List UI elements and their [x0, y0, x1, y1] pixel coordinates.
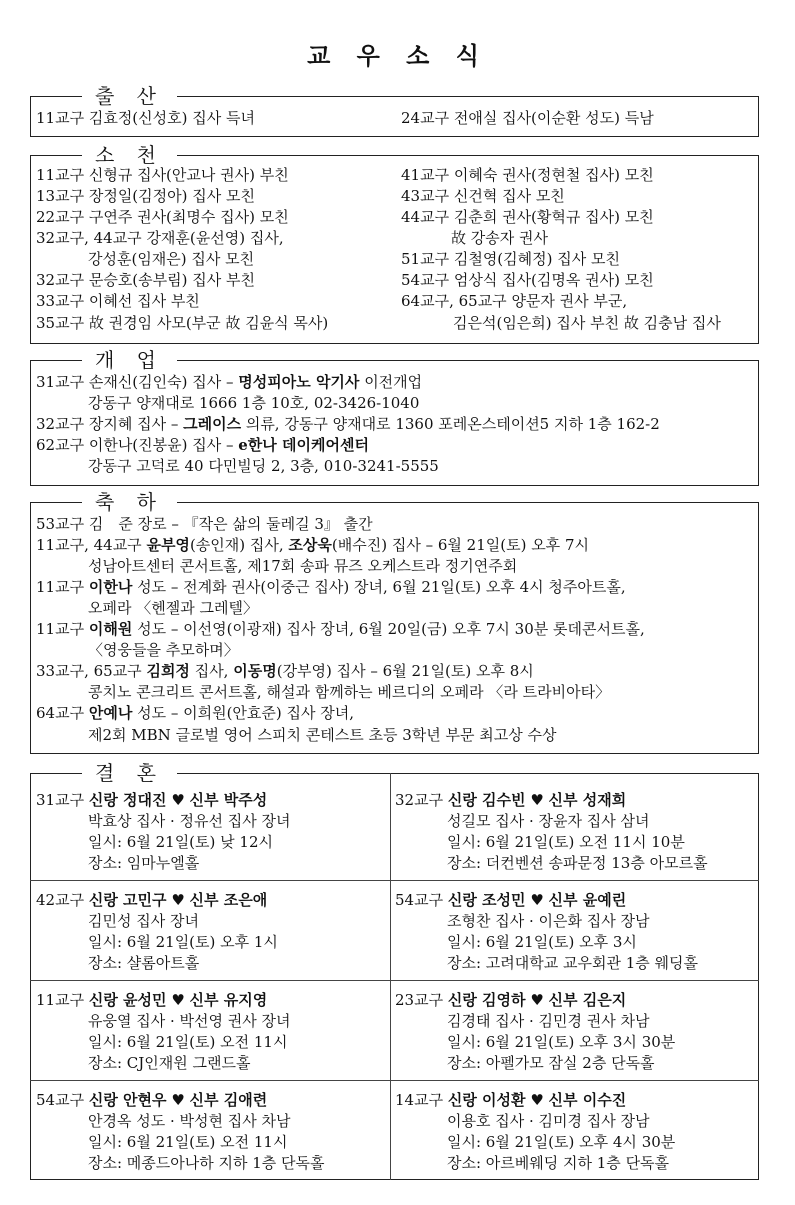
heart-icon: ♥: [530, 991, 544, 1009]
wedding-parents: 이용호 집사 · 김미경 집사 장남: [447, 1112, 650, 1130]
bereavement-item: 김은석(임은희) 집사 부친 故 김충남 집사: [453, 314, 721, 332]
bereavement-item: 43교구 신건혁 집사 모친: [401, 187, 565, 205]
wedding-couple: 31교구 신랑 정대진 ♥ 신부 박주성: [36, 791, 268, 809]
wedding-time: 일시: 6월 21일(토) 오전 11시: [88, 1133, 288, 1151]
opening-line: 강동구 고덕로 40 다민빌딩 2, 3층, 010-3241-5555: [88, 457, 439, 475]
wedding-parents: 박효상 집사 · 정유선 집사 장녀: [88, 812, 291, 830]
opening-heading: 개 업: [82, 348, 177, 372]
wedding-parents: 성길모 집사 · 장윤자 집사 삼녀: [447, 812, 650, 830]
wedding-venue: 장소: 임마누엘홀: [88, 854, 200, 872]
heart-icon: ♥: [171, 1091, 185, 1109]
congrats-line: 33교구, 65교구 김희정 집사, 이동명(강부영) 집사 – 6월 21일(토) 오후 8시: [36, 662, 534, 680]
wedding-parents: 김경태 집사 · 김민경 권사 차남: [447, 1012, 650, 1030]
wedding-couple: 23교구 신랑 김영하 ♥ 신부 김은지: [395, 991, 627, 1009]
opening-line: 31교구 손재신(김인숙) 집사 – 명성피아노 악기사 이전개업: [36, 373, 423, 391]
wedding-row-divider: [30, 980, 759, 981]
bereavement-item: 35교구 故 권경임 사모(부군 故 김윤식 목사): [36, 314, 329, 332]
congrats-heading: 축 하: [82, 490, 177, 514]
wedding-heading: 결 혼: [82, 761, 177, 785]
congrats-line: 11교구 이해원 성도 – 이선영(이광재) 집사 장녀, 6월 20일(금) 오후 7시 30분 롯데콘서트홀,: [36, 620, 645, 638]
wedding-parents: 안경옥 성도 · 박성현 집사 차남: [88, 1112, 291, 1130]
wedding-couple: 42교구 신랑 고민구 ♥ 신부 조은애: [36, 891, 268, 909]
wedding-couple: 14교구 신랑 이성환 ♥ 신부 이수진: [395, 1091, 627, 1109]
opening-line: 강동구 양재대로 1666 1층 10호, 02-3426-1040: [88, 394, 420, 412]
heart-icon: ♥: [530, 891, 544, 909]
congrats-line: 콩치노 콘크리트 콘서트홀, 해설과 함께하는 베르디의 오페라 〈라 트라비아타〉: [88, 683, 611, 701]
bereavement-item: 강성훈(임재은) 집사 모친: [88, 250, 255, 268]
wedding-parents: 김민성 집사 장녀: [88, 912, 199, 930]
congrats-line: 오페라 〈헨젤과 그레텔〉: [88, 599, 258, 617]
congrats-line: 성남아트센터 콘서트홀, 제17회 송파 뮤즈 오케스트라 정기연주회: [88, 557, 518, 575]
wedding-couple: 54교구 신랑 조성민 ♥ 신부 윤예린: [395, 891, 627, 909]
congrats-line: 11교구 이한나 성도 – 전계화 권사(이중근 집사) 장녀, 6월 21일(토) 오후 4시 청주아트홀,: [36, 578, 626, 596]
wedding-time: 일시: 6월 21일(토) 낮 12시: [88, 833, 273, 851]
wedding-parents: 유웅열 집사 · 박선영 권사 장녀: [88, 1012, 291, 1030]
bereavement-item: 41교구 이혜숙 권사(정현철 집사) 모친: [401, 166, 654, 184]
wedding-row-divider: [30, 1080, 759, 1081]
birth-heading: 출 산: [82, 84, 177, 108]
bereavement-item: 33교구 이혜선 집사 부친: [36, 292, 200, 310]
opening-line: 32교구 장지혜 집사 – 그레이스 의류, 강동구 양재대로 1360 포레온스테이션5 지하 1층 162-2: [36, 415, 660, 433]
bereavement-item: 故 강송자 권사: [451, 229, 548, 247]
wedding-venue: 장소: 아르베웨딩 지하 1층 단독홀: [447, 1154, 670, 1172]
bereavement-item: 22교구 구연주 권사(최명수 집사) 모친: [36, 208, 289, 226]
wedding-venue: 장소: 더컨벤션 송파문정 13층 아모르홀: [447, 854, 708, 872]
congrats-line: 53교구 김 준 장로 – 『작은 삶의 둘레길 3』 출간: [36, 515, 373, 533]
wedding-time: 일시: 6월 21일(토) 오후 3시: [447, 933, 637, 951]
congrats-line: 64교구 안예나 성도 – 이희원(안효준) 집사 장녀,: [36, 704, 355, 722]
wedding-venue: 장소: CJ인재원 그랜드홀: [88, 1054, 251, 1072]
bereavement-item: 54교구 엄상식 집사(김명옥 권사) 모친: [401, 271, 654, 289]
wedding-venue: 장소: 아펠가모 잠실 2층 단독홀: [447, 1054, 655, 1072]
wedding-time: 일시: 6월 21일(토) 오후 1시: [88, 933, 278, 951]
heart-icon: ♥: [171, 991, 185, 1009]
bereavement-item: 32교구 문승호(송부림) 집사 부친: [36, 271, 255, 289]
birth-right: 24교구 전애실 집사(이순환 성도) 득남: [401, 109, 654, 127]
wedding-time: 일시: 6월 21일(토) 오전 11시: [88, 1033, 288, 1051]
wedding-venue: 장소: 고려대학교 교우회관 1층 웨딩홀: [447, 954, 699, 972]
heart-icon: ♥: [530, 1091, 544, 1109]
heart-icon: ♥: [171, 791, 185, 809]
heart-icon: ♥: [171, 891, 185, 909]
bereavement-item: 11교구 신형규 집사(안교나 권사) 부친: [36, 166, 289, 184]
wedding-venue: 장소: 샬롬아트홀: [88, 954, 200, 972]
bereavement-heading: 소 천: [82, 143, 177, 167]
wedding-parents: 조형찬 집사 · 이은화 집사 장남: [447, 912, 650, 930]
bereavement-item: 64교구, 65교구 양문자 권사 부군,: [401, 292, 628, 310]
bereavement-item: 51교구 김철영(김혜정) 집사 모친: [401, 250, 620, 268]
page-title: 교 우 소 식: [307, 41, 488, 70]
congrats-line: 11교구, 44교구 윤부영(송인재) 집사, 조상욱(배수진) 집사 – 6월 21일(토) 오후 7시: [36, 536, 589, 554]
wedding-time: 일시: 6월 21일(토) 오후 4시 30분: [447, 1133, 676, 1151]
congrats-line: 〈영웅들을 추모하며〉: [88, 641, 239, 659]
wedding-venue: 장소: 메종드아나하 지하 1층 단독홀: [88, 1154, 325, 1172]
congrats-line: 제2회 MBN 글로벌 영어 스피치 콘테스트 초등 3학년 부문 최고상 수상: [88, 726, 557, 744]
wedding-couple: 11교구 신랑 윤성민 ♥ 신부 유지영: [36, 991, 268, 1009]
birth-left: 11교구 김효정(신성호) 집사 득녀: [36, 109, 255, 127]
wedding-row-divider: [30, 880, 759, 881]
wedding-couple: 32교구 신랑 김수빈 ♥ 신부 성재희: [395, 791, 627, 809]
opening-line: 62교구 이한나(진봉윤) 집사 – e한나 데이케어센터: [36, 436, 369, 454]
bereavement-item: 13교구 장정일(김정아) 집사 모친: [36, 187, 255, 205]
wedding-column-divider: [390, 773, 391, 1180]
wedding-time: 일시: 6월 21일(토) 오전 11시 10분: [447, 833, 685, 851]
bereavement-item: 32교구, 44교구 강재훈(윤선영) 집사,: [36, 229, 284, 247]
heart-icon: ♥: [530, 791, 544, 809]
wedding-couple: 54교구 신랑 안현우 ♥ 신부 김애련: [36, 1091, 268, 1109]
bereavement-item: 44교구 김춘희 권사(황혁규 집사) 모친: [401, 208, 654, 226]
wedding-time: 일시: 6월 21일(토) 오후 3시 30분: [447, 1033, 676, 1051]
